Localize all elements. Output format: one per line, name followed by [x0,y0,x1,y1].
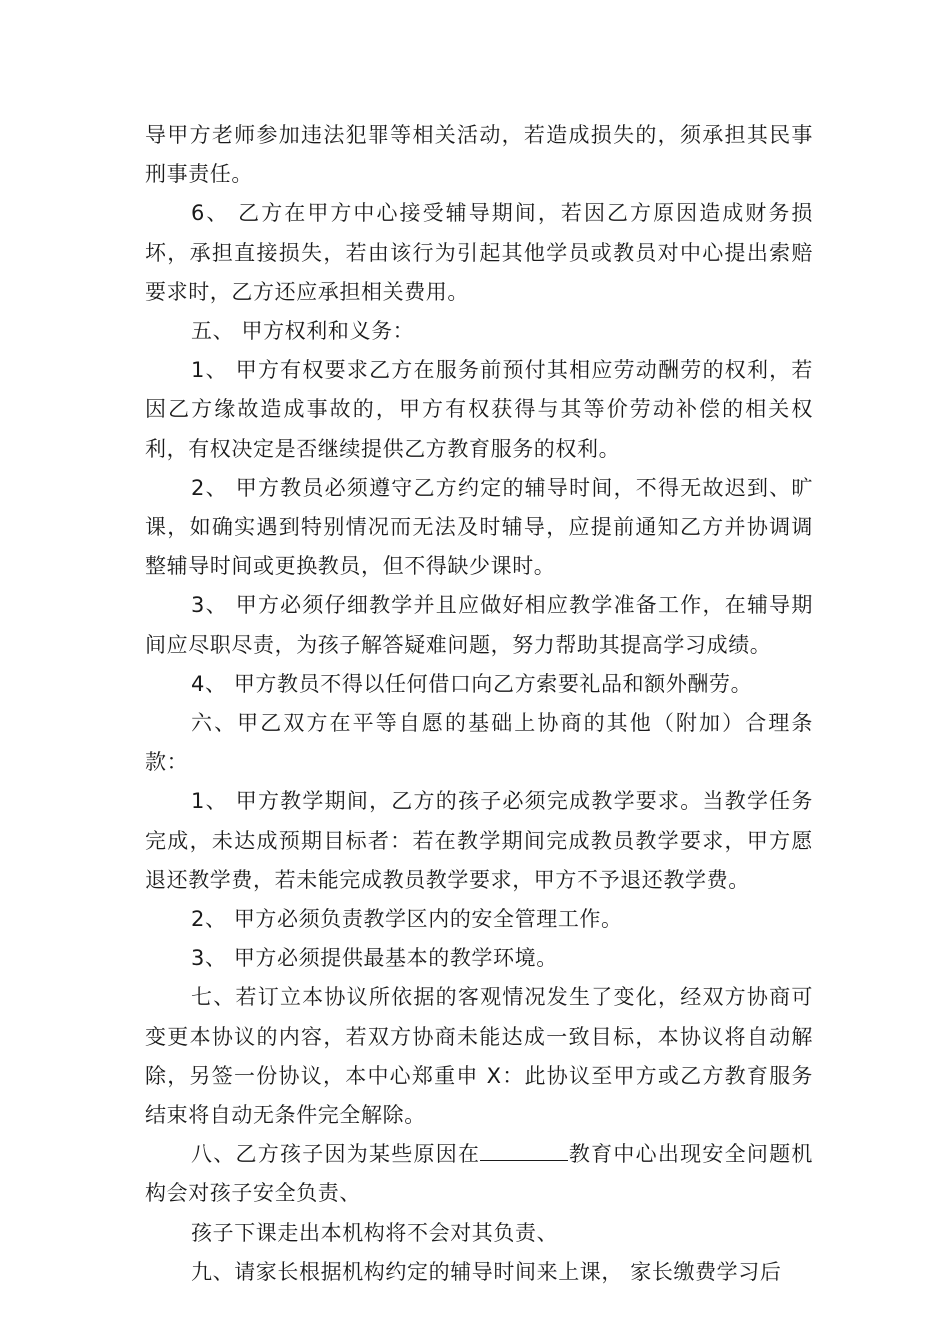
paragraph-party-a-clause-1: 1、 甲方有权要求乙方在服务前预付其相应劳动酬劳的权利，若因乙方缘故造成事故的，甲方有权获得与其等价劳动补偿的相关权利，有权决定是否继续提供乙方教育服务的权利。 [145,358,813,461]
paragraph-additional-clause-3: 3、 甲方必须提供最基本的教学环境。 [191,946,558,971]
paragraph-party-a-clause-4: 4、 甲方教员不得以任何借口向乙方索要礼品和额外酬劳。 [191,671,753,696]
paragraph-clause-continuation: 导甲方老师参加违法犯罪等相关活动，若造成损失的，须承担其民事刑事责任。 [145,123,813,187]
paragraph-section-9: 九、请家长根据机构约定的辅导时间来上课， 家长缴费学习后 [191,1259,782,1284]
paragraph-party-a-clause-3: 3、 甲方必须仔细教学并且应做好相应教学准备工作，在辅导期间应尽职尽责，为孩子解答疑难问题，努力帮助其提高学习成绩。 [145,593,813,657]
fill-in-blank-line [480,1140,568,1161]
section-8-text-after-blank: 教育中心出现安全问题机构会对孩子安全负责、 [145,1142,813,1206]
paragraph-party-a-clause-2: 2、 甲方教员必须遵守乙方约定的辅导时间，不得无故迟到、旷课，如确实遇到特别情况而无法及时辅导，应提前通知乙方并协调调整辅导时间或更换教员，但不得缺少课时。 [145,475,813,579]
paragraph-section-7: 七、若订立本协议所依据的客观情况发生了变化，经双方协商可变更本协议的内容，若双方协商未能达成一致目标，本协议将自动解除，另签一份协议，本中心郑重申 X：此协议至甲方或乙方教育服务结束将自动无条件完全解除。 [145,985,813,1128]
paragraph-additional-clause-1: 1、 甲方教学期间，乙方的孩子必须完成教学要求。当教学任务完成，未达成预期目标者：若在教学期间完成教员教学要求，甲方愿退还教学费，若未能完成教员教学要求，甲方不予退还教学费。 [145,789,813,892]
section-8-text-before-blank: 八、乙方孩子因为某些原因在 [191,1142,481,1167]
section-heading-party-a-rights: 五、 甲方权利和义务： [191,319,415,344]
paragraph-clause-6: 6、 乙方在甲方中心接受辅导期间，若因乙方原因造成财务损坏，承担直接损失，若由该行为引起其他学员或教员对中心提出索赔要求时，乙方还应承担相关费用。 [145,201,813,304]
document-body [145,116,813,1292]
paragraph-section-8 [145,1135,813,1213]
section-heading-additional-terms: 六、甲乙双方在平等自愿的基础上协商的其他（附加）合理条款： [145,711,813,775]
paragraph-additional-clause-2: 2、 甲方必须负责教学区内的安全管理工作。 [191,907,623,932]
paragraph-after-class-liability: 孩子下课走出本机构将不会对其负责、 [191,1220,559,1245]
